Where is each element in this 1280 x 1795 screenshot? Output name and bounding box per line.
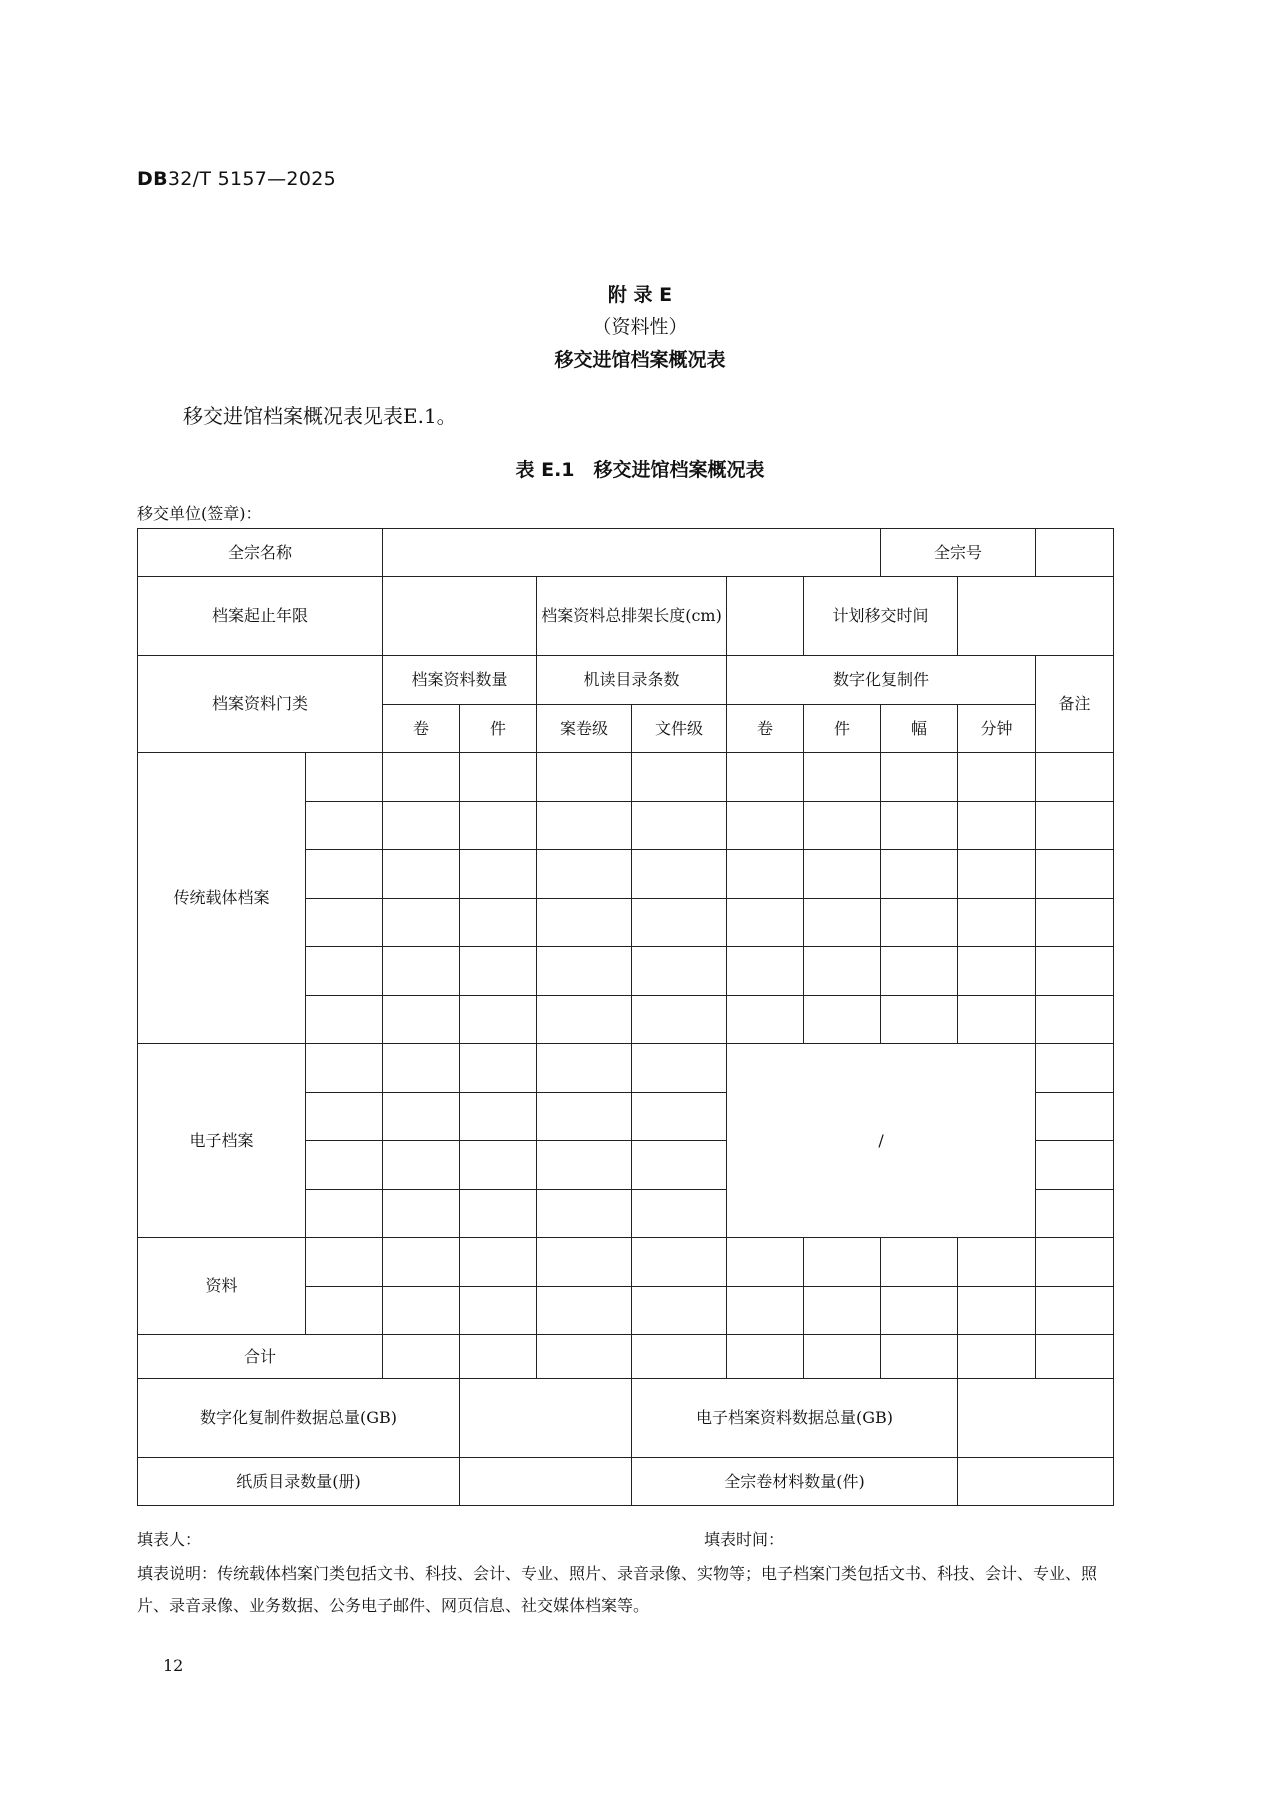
table-row	[138, 529, 1114, 577]
digital-total-label: 数字化复制件数据总量(GB)	[138, 1379, 460, 1458]
paper-catalog-value[interactable]	[460, 1458, 632, 1506]
quantity-header: 档案资料数量	[383, 656, 537, 705]
subheader-juan: 卷	[383, 705, 460, 753]
planned-time-value[interactable]	[958, 577, 1114, 656]
subheader-doc-level: 文件级	[632, 705, 727, 753]
fonds-no-label: 全宗号	[881, 529, 1036, 577]
fill-time-label: 填表时间：	[704, 1530, 785, 1549]
year-range-label: 档案起止年限	[138, 577, 383, 656]
appendix-label: 附 录 E	[607, 284, 673, 306]
year-range-value[interactable]	[383, 577, 537, 656]
transfer-unit-label: 移交单位(签章)：	[137, 504, 262, 523]
intro-paragraph: 移交进馆档案概况表见表E.1。	[183, 404, 457, 428]
subheader-minutes: 分钟	[958, 705, 1036, 753]
electronic-archives-label: 电子档案	[138, 1044, 306, 1238]
traditional-archives-label: 传统载体档案	[138, 753, 306, 1044]
fonds-name-value[interactable]	[383, 529, 881, 577]
table-row	[138, 1458, 1114, 1506]
shelf-length-label: 档案资料总排架长度(cm)	[537, 577, 727, 656]
table-row	[138, 1379, 1114, 1458]
fonds-no-value[interactable]	[1036, 529, 1114, 577]
table-row	[138, 656, 1114, 705]
fill-instructions: 填表说明：传统载体档案门类包括文书、科技、会计、专业、照片、录音录像、实物等；电子档案门类包括文书、科技、会计、专业、照片、录音录像、业务数据、公务电子邮件、网页信息、社交媒体档案等。	[137, 1564, 1098, 1615]
document-code: DB32/T 5157—2025	[137, 168, 336, 190]
electronic-total-value[interactable]	[958, 1379, 1114, 1458]
fonds-volumes-label: 全宗卷材料数量(件)	[632, 1458, 958, 1506]
table-row	[138, 1238, 1114, 1287]
fonds-volumes-value[interactable]	[958, 1458, 1114, 1506]
archive-overview-table	[137, 528, 1114, 1506]
planned-time-label: 计划移交时间	[804, 577, 958, 656]
subheader-jian: 件	[460, 705, 537, 753]
materials-label: 资料	[138, 1238, 306, 1335]
electronic-not-applicable: /	[727, 1044, 1036, 1238]
electronic-total-label: 电子档案资料数据总量(GB)	[632, 1379, 958, 1458]
table-caption: 表 E.1 移交进馆档案概况表	[515, 459, 765, 481]
table-row	[138, 1335, 1114, 1379]
subheader-file-level: 案卷级	[537, 705, 632, 753]
subheader-jian-digital: 件	[804, 705, 881, 753]
catalog-count-header: 机读目录条数	[537, 656, 727, 705]
subheader-juan-digital: 卷	[727, 705, 804, 753]
appendix-nature: （资料性）	[592, 316, 688, 338]
digital-total-value[interactable]	[460, 1379, 632, 1458]
table-row	[138, 753, 1114, 802]
remarks-header: 备注	[1036, 656, 1114, 753]
subheader-fu: 幅	[881, 705, 958, 753]
appendix-title: 移交进馆档案概况表	[554, 349, 726, 371]
paper-catalog-label: 纸质目录数量(册)	[138, 1458, 460, 1506]
shelf-length-value[interactable]	[727, 577, 804, 656]
table-row	[138, 577, 1114, 656]
category-header: 档案资料门类	[138, 656, 383, 753]
table-row	[138, 1044, 1114, 1093]
digital-copies-header: 数字化复制件	[727, 656, 1036, 705]
fonds-name-label: 全宗名称	[138, 529, 383, 577]
total-label: 合计	[138, 1335, 383, 1379]
filler-label: 填表人：	[137, 1530, 202, 1549]
page-number: 12	[163, 1656, 184, 1675]
